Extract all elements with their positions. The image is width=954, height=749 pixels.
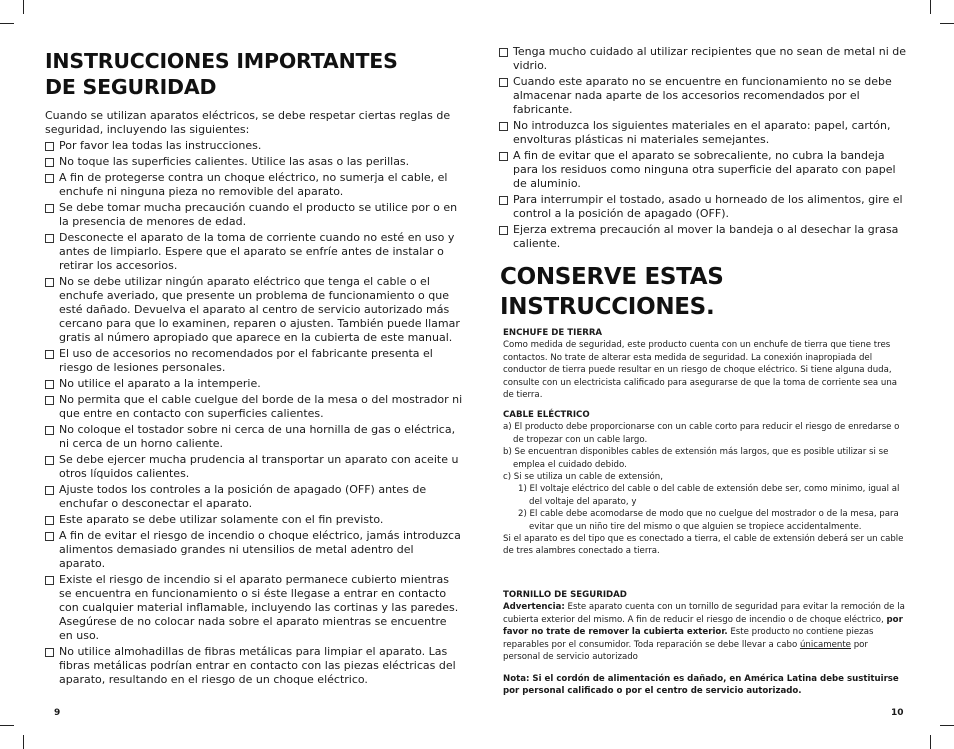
checkbox-icon <box>45 396 54 405</box>
crop-mark <box>940 23 954 24</box>
item-text: Se debe ejercer mucha prudencia al transportar un aparato con aceite u otros líquidos calientes. <box>59 453 459 480</box>
checkbox-icon <box>45 158 54 167</box>
cable-item-c1: 1) El voltaje eléctrico del cable o del cable de extensión debe ser, como minimo, igual al del voltaje del aparato, y <box>518 484 900 507</box>
item-text: A fin de evitar que el aparato se sobrecaliente, no cubra la bandeja para los residuos como ninguna otra superficie del aparato con papel de aluminio. <box>513 149 896 190</box>
list-item <box>499 119 909 147</box>
list-item <box>45 573 463 643</box>
safety-list <box>45 139 463 687</box>
item-text: Este aparato se debe utilizar solamente con el fin previsto. <box>59 513 384 526</box>
list-item <box>45 155 463 169</box>
item-text: Cuando este aparato no se encuentre en funcionamiento no se debe almacenar nada aparte de los accesorios recomendados por el fabricante. <box>513 75 892 116</box>
checkbox-icon <box>45 456 54 465</box>
list-item <box>45 645 463 687</box>
list-item <box>499 193 909 221</box>
list-item <box>45 393 463 421</box>
list-item <box>45 231 463 273</box>
list-item <box>499 75 909 117</box>
list-item <box>45 377 463 391</box>
checkbox-icon <box>499 48 508 57</box>
item-text: No utilice el aparato a la intemperie. <box>59 377 261 390</box>
tornillo-underlined: únicamente <box>799 639 851 650</box>
warning-label: Advertencia: <box>503 602 565 613</box>
page-number-right: 10 <box>891 708 904 718</box>
cable-item-c2: 2) El cable debe acomodarse de modo que no cuelgue del mostrador o de la mesa, para evitar que un niño tire del mismo o que alguien se tropiece accidentalmente. <box>518 509 899 532</box>
item-text: A fin de protegerse contra un choque eléctrico, no sumerja el cable, el enchufe ni ninguna pieza no removible del aparato. <box>59 171 448 198</box>
conserve-line-2: INSTRUCCIONES. <box>500 294 715 320</box>
title-line-1: INSTRUCCIONES IMPORTANTES <box>45 49 398 73</box>
title-line-2: DE SEGURIDAD <box>45 75 217 99</box>
checkbox-icon <box>499 196 508 205</box>
list-item <box>499 223 909 251</box>
nota-section <box>503 673 907 698</box>
crop-mark <box>0 23 14 24</box>
list-item <box>45 171 463 199</box>
item-text: No coloque el tostador sobre ni cerca de una hornilla de gas o eléctrica, ni cerca de un horno caliente. <box>59 423 456 450</box>
conserve-line-1: CONSERVE ESTAS <box>500 264 724 290</box>
list-item <box>45 347 463 375</box>
list-item <box>45 275 463 345</box>
checkbox-icon <box>45 648 54 657</box>
tornillo-section <box>503 589 907 663</box>
tornillo-text-3: por personal de servicio autorizado <box>503 639 868 663</box>
list-item <box>45 201 463 229</box>
tornillo-bold: por favor no trate de remover la cubierta exterior. <box>503 614 903 638</box>
crop-mark <box>940 725 954 726</box>
checkbox-icon <box>45 142 54 151</box>
intro-text: Cuando se utilizan aparatos eléctricos, se debe respetar ciertas reglas de seguridad, incluyendo las siguientes: <box>45 109 451 136</box>
conserve-title <box>500 262 724 322</box>
tornillo-heading: TORNILLO DE SEGURIDAD <box>503 590 627 600</box>
item-text: Tenga mucho cuidado al utilizar recipientes que no sean de metal ni de vidrio. <box>513 45 907 72</box>
item-text: No se debe utilizar ningún aparato eléctrico que tenga el cable o el enchufe averiado, que presente un problema de funcionamiento o que esté dañado. Devuelva el aparato al centro de servicio autorizado más cercano para que lo examinen, reparen o ajusten. También puede llamar gratis al número apropiado que aparece en la cubierta de este manual. <box>59 275 460 344</box>
item-text: Se debe tomar mucha precaución cuando el producto se utilice por o en la presencia de menores de edad. <box>59 201 458 228</box>
checkbox-icon <box>45 380 54 389</box>
tornillo-text-1: Este aparato cuenta con un tornillo de seguridad para evitar la remoción de la cubierta exterior del mismo. A fin de reducir el riesgo de incendio o de choque eléctrico, <box>503 602 905 625</box>
crop-mark <box>930 735 931 749</box>
cable-item-c: c) Si se utiliza un cable de extensión, <box>503 472 663 483</box>
checkbox-icon <box>499 226 508 235</box>
checkbox-icon <box>499 122 508 131</box>
checkbox-icon <box>45 516 54 525</box>
checkbox-icon <box>45 234 54 243</box>
list-item <box>45 423 463 451</box>
crop-mark <box>930 0 931 14</box>
item-text: No introduzca los siguientes materiales en el aparato: papel, cartón, envolturas plásticas ni materiales semejantes. <box>513 119 891 146</box>
page-number-left: 9 <box>54 708 61 718</box>
checkbox-icon <box>45 204 54 213</box>
item-text: Ajuste todos los controles a la posición de apagado (OFF) antes de enchufar o desconectar el aparato. <box>59 483 427 510</box>
checkbox-icon <box>499 152 508 161</box>
item-text: No permita que el cable cuelgue del borde de la mesa o del mostrador ni que entre en contacto con superficies calientes. <box>59 393 463 420</box>
safety-list-continued <box>499 45 909 251</box>
cable-item-b: b) Se encuentran disponibles cables de extensión más largos, que es posible utilizar si se emplea el cuidado debido. <box>503 447 889 470</box>
enchufe-text: Como medida de seguridad, este producto cuenta con un enchufe de tierra que tiene tres contactos. No trate de alterar esta medida de seguridad. La conexión inapropiada del conductor de tierra puede resultar en un riesgo de choque eléctrico. Si tiene alguna duda, consulte con un electricista calificado para asegurarse de que la toma de corriente sea una de tierra. <box>503 340 898 401</box>
checkbox-icon <box>499 78 508 87</box>
checkbox-icon <box>45 174 54 183</box>
list-item <box>45 483 463 511</box>
cable-heading: CABLE ELÉCTRICO <box>503 410 590 420</box>
cable-section <box>503 409 907 558</box>
list-item <box>45 529 463 571</box>
checkbox-icon <box>45 278 54 287</box>
checkbox-icon <box>45 486 54 495</box>
nota-text: Nota: Si el cordón de alimentación es dañado, en América Latina debe sustituirse por personal calificado o por el centro de servicio autorizado. <box>503 674 899 697</box>
checkbox-icon <box>45 576 54 585</box>
safety-body <box>45 109 463 689</box>
list-item <box>499 45 909 73</box>
item-text: Existe el riesgo de incendio si el aparato permanece cubierto mientras se encuentra en funcionamiento o si éste llegase a entrar en contacto con cualquier material inflamable, incluyendo las cortinas y las paredes. Asegúrese de no colocar nada sobre el aparato mientras se encuentre en uso. <box>59 573 459 642</box>
cable-closing: Si el aparato es del tipo que es conectado a tierra, el cable de extensión deberá ser un cable de tres alambres conectado a tierra. <box>503 534 904 557</box>
item-text: Para interrumpir el tostado, asado u horneado de los alimentos, gire el control a la posición de apagado (OFF). <box>513 193 903 220</box>
enchufe-section <box>503 327 907 401</box>
tornillo-text <box>503 601 907 663</box>
item-text: No toque las superficies calientes. Utilice las asas o las perillas. <box>59 155 410 168</box>
checkbox-icon <box>45 350 54 359</box>
item-text: No utilice almohadillas de fibras metálicas para limpiar el aparato. Las fibras metálicas podrían entrar en contacto con las piezas eléctricas del aparato, resultando en el riesgo de un choque eléctrico. <box>59 645 456 686</box>
crop-mark <box>0 725 14 726</box>
item-text: Desconecte el aparato de la toma de corriente cuando no esté en uso y antes de limpiarlo. Espere que el aparato se enfríe antes de instalar o retirar los accesorios. <box>59 231 455 272</box>
crop-mark <box>23 735 24 749</box>
enchufe-heading: ENCHUFE DE TIERRA <box>503 328 603 338</box>
cable-item-a: a) El producto debe proporcionarse con un cable corto para reducir el riesgo de enredarse o de tropezar con un cable largo. <box>503 422 900 445</box>
item-text: El uso de accesorios no recomendados por el fabricante presenta el riesgo de lesiones personales. <box>59 347 433 374</box>
list-item <box>45 513 463 527</box>
list-item <box>45 453 463 481</box>
list-item <box>499 149 909 191</box>
safety-title <box>45 48 398 100</box>
checkbox-icon <box>45 532 54 541</box>
checkbox-icon <box>45 426 54 435</box>
item-text: Ejerza extrema precaución al mover la bandeja o al desechar la grasa caliente. <box>513 223 899 250</box>
crop-mark <box>23 0 24 14</box>
list-item <box>45 139 463 153</box>
item-text: A fin de evitar el riesgo de incendio o choque eléctrico, jamás introduzca alimentos demasiado grandes ni utensilios de metal adentro del aparato. <box>59 529 461 570</box>
safety-body-continued <box>499 45 909 253</box>
tornillo-text-2: Este producto no contiene piezas reparables por el consumidor. Toda reparación se debe llevar a cabo <box>503 627 874 650</box>
item-text: Por favor lea todas las instrucciones. <box>59 139 262 152</box>
